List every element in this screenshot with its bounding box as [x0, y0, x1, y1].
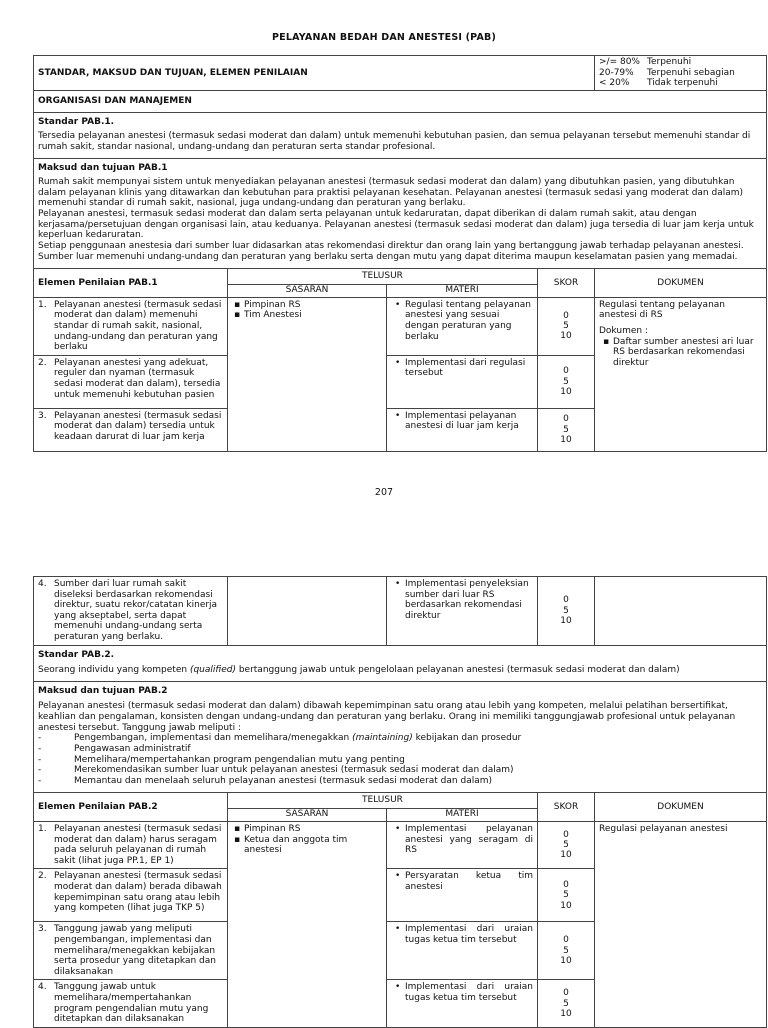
section-heading: ORGANISASI DAN MANAJEMEN [34, 90, 767, 112]
ep-row: 3. Pelayanan anestesi (termasuk sedasi moderat dan dalam) tersedia untuk keadaan darurat di luar jam kerja [34, 408, 228, 451]
page-2 [0, 568, 768, 1024]
materi-cell: • Implementasi dari uraian tugas ketua tim tersebut [387, 922, 538, 980]
intent-block [34, 158, 767, 268]
ep-title: Elemen Penilaian PAB.2 [34, 793, 228, 822]
document-title: PELAYANAN BEDAH DAN ANESTESI (PAB) [271, 32, 496, 43]
list-item: - Pengawasan administratif [38, 743, 191, 754]
col-sasaran: SASARAN [228, 808, 387, 821]
score-cell: 0 5 10 [538, 980, 595, 1027]
page-number: 207 [374, 487, 394, 498]
ep-row: 3. Tanggung jawab yang meliputi pengembangan, implementasi dan memelihara/menegakkan kebijakan serta prosedur yang ditetapkan dan dilaksanakan [34, 922, 228, 980]
intent-block [34, 681, 767, 792]
list-item: ▪ Ketua dan anggota tim anestesi [244, 835, 382, 856]
score-legend [595, 56, 767, 91]
score-cell: 0 5 10 [538, 922, 595, 980]
intent-title: Maksud dan tujuan PAB.2 [38, 685, 168, 696]
legend-row: >/= 80% Terpenuhi [599, 57, 692, 67]
list-item: ▪ Pimpinan RS [244, 824, 382, 835]
intent-paragraph: Rumah sakit mempunyai sistem untuk menyediakan pelayanan anestesi (termasuk sedasi moderat dan dalam) yang dibutuhkan pasien, yang dibutuhkan dalam pelayanan klinis yang ditawarkan dan kebutuhan para praktisi pelayanan kesehatan. Pelayanan anestesi (termasuk sedasi yang moderat dan dalam) memenuhi standar di rumah sakit, nasional, juga undang-undang dan peraturan yang berlaku. [38, 177, 744, 209]
sasaran-cell [228, 821, 387, 1027]
ep-title: Elemen Penilaian PAB.1 [34, 269, 228, 298]
materi-cell: • Implementasi dari regulasi tersebut [387, 355, 538, 408]
col-sasaran: SASARAN [228, 284, 387, 297]
standard-text: Seorang individu yang kompeten (qualified) bertanggung jawab untuk pengelolaan pelayanan anestesi (termasuk sedasi moderat dan dalam) [38, 665, 680, 676]
pab-table-2 [33, 576, 767, 1028]
list-item: ▪ Daftar sumber anestesi ari luar RS berdasarkan rekomendasi direktur [613, 337, 762, 369]
standard-title: Standar PAB.2. [38, 649, 115, 660]
score-cell: 0 5 10 [538, 577, 595, 646]
intent-title: Maksud dan tujuan PAB.1 [38, 162, 168, 173]
dokumen-cell [595, 577, 767, 646]
duty-list [38, 733, 762, 786]
score-cell: 0 5 10 [538, 869, 595, 922]
score-cell: 0 5 10 [538, 821, 595, 868]
ep-row: 2. Pelayanan anestesi (termasuk sedasi moderat dan dalam) berada dibawah kepemimpinan satu orang atau lebih yang kompeten (lihat juga TKP 5) [34, 869, 228, 922]
standard-title: Standar PAB.1. [38, 116, 115, 127]
materi-cell: • Persyaratan ketua tim anestesi [387, 869, 538, 922]
dokumen-cell: Regulasi tentang pelayanan anestesi di RS Dokumen : ▪ Daftar sumber anestesi ari luar RS berdasarkan rekomendasi direktur [595, 297, 767, 451]
legend-row: 20-79% Terpenuhi sebagian [599, 67, 735, 78]
col-dokumen: DOKUMEN [595, 793, 767, 822]
intent-paragraph: Setiap penggunaan anestesia dari sumber luar didasarkan atas rekomendasi direktur dan orang lain yang bertanggung jawab terhadap pelayanan anestesi. Sumber luar memenuhi undang-undang dan peraturan yang berlaku serta dengan mutu yang dapat diterima maupun keselamatan pasien yang memadai. [38, 240, 744, 262]
dokumen-cell: Regulasi pelayanan anestesi [595, 821, 767, 1027]
list-item: ▪ Pimpinan RS [244, 300, 382, 311]
col-materi: MATERI [387, 808, 538, 821]
col-telusur: TELUSUR [228, 793, 538, 809]
standard-block [34, 112, 767, 158]
intent-paragraph: Pelayanan anestesi, termasuk sedasi moderat dan dalam serta pelayanan untuk kedaruratan, dapat diberikan di dalam rumah sakit, atau dengan kerjasama/persetujuan dengan organisasi lain, atau keduanya. Pelayanan anestesi (termasuk sedasi moderat dan dalam) juga tersedia di luar jam kerja untuk keperluan kedaruratan. [38, 209, 754, 241]
ep-row: 4. Tanggung jawab untuk memelihara/mempertahankan program pengendalian mutu yang ditetapkan dan dilaksanakan [34, 980, 228, 1027]
col-skor: SKOR [538, 269, 595, 298]
col-telusur: TELUSUR [228, 269, 538, 285]
legend-row: < 20% Tidak terpenuhi [599, 78, 718, 89]
ep-row: 1. Pelayanan anestesi (termasuk sedasi moderat dan dalam) memenuhi standar di rumah sakit, nasional, undang-undang dan peraturan yang berlaku [34, 297, 228, 355]
materi-cell: • Regulasi tentang pelayanan anestesi yang sesuai dengan peraturan yang berlaku [387, 297, 538, 355]
materi-cell: • Implementasi pelayanan anestesi yang seragam di RS [387, 821, 538, 868]
sasaran-cell [228, 577, 387, 646]
ep-row: 1. Pelayanan anestesi (termasuk sedasi moderat dan dalam) harus seragam pada seluruh pelayanan di rumah sakit (lihat juga PP.1, EP 1) [34, 821, 228, 868]
header-label: STANDAR, MAKSUD DAN TUJUAN, ELEMEN PENILAIAN [34, 56, 595, 91]
materi-cell: • Implementasi pelayanan anestesi di luar jam kerja [387, 408, 538, 451]
materi-cell: • Implementasi penyeleksian sumber dari luar RS berdasarkan rekomendasi direktur [387, 577, 538, 646]
col-dokumen: DOKUMEN [595, 269, 767, 298]
intent-text: Pelayanan anestesi (termasuk sedasi moderat dan dalam) dibawah kepemimpinan satu orang atau lebih yang kompeten, melalui pelatihan bersertifikat, keahlian dan pengalaman, konsisten dengan undang-undang dan peraturan yang berlaku. Orang ini memiliki tanggungjawab profesional untuk pelayanan anestesi tersebut. Tanggung jawab meliputi : [38, 701, 736, 733]
materi-cell: • Implementasi dari uraian tugas ketua tim tersebut [387, 980, 538, 1027]
ep-row: 4. Sumber dari luar rumah sakit diseleksi berdasarkan rekomendasi direktur, suatu rekor/catatan kinerja yang akseptabel, serta dapat memenuhi undang-undang serta peraturan yang berlaku. [34, 577, 228, 646]
list-item: - Memantau dan menelaah seluruh pelayanan anestesi (termasuk sedasi moderat dan dalam) [38, 775, 492, 786]
score-cell: 0 5 10 [538, 297, 595, 355]
ep-row: 2. Pelayanan anestesi yang adekuat, reguler dan nyaman (termasuk sedasi moderat dan dalam), tersedia untuk memenuhi kebutuhan pasien [34, 355, 228, 408]
pab-table-1 [33, 55, 767, 452]
list-item: ▪ Tim Anestesi [244, 310, 382, 321]
list-item: - Pengembangan, implementasi dan memelihara/menegakkan (maintaining) kebijakan dan prosedur [38, 733, 522, 744]
score-cell: 0 5 10 [538, 408, 595, 451]
standard-text: Tersedia pelayanan anestesi (termasuk sedasi moderat dan dalam) untuk memenuhi kebutuhan pasien, dan semua pelayanan tersebut memenuhi standar di rumah sakit, standar nasional, undang-undang dan peraturan serta standar profesional. [38, 131, 751, 153]
list-item: - Merekomendasikan sumber luar untuk pelayanan anestesi (termasuk sedasi moderat dan dalam) [38, 765, 514, 776]
col-materi: MATERI [387, 284, 538, 297]
list-item: - Memelihara/mempertahankan program pengendalian mutu yang penting [38, 754, 405, 765]
col-skor: SKOR [538, 793, 595, 822]
standard-block [34, 645, 767, 681]
sasaran-cell [228, 297, 387, 451]
score-cell: 0 5 10 [538, 355, 595, 408]
